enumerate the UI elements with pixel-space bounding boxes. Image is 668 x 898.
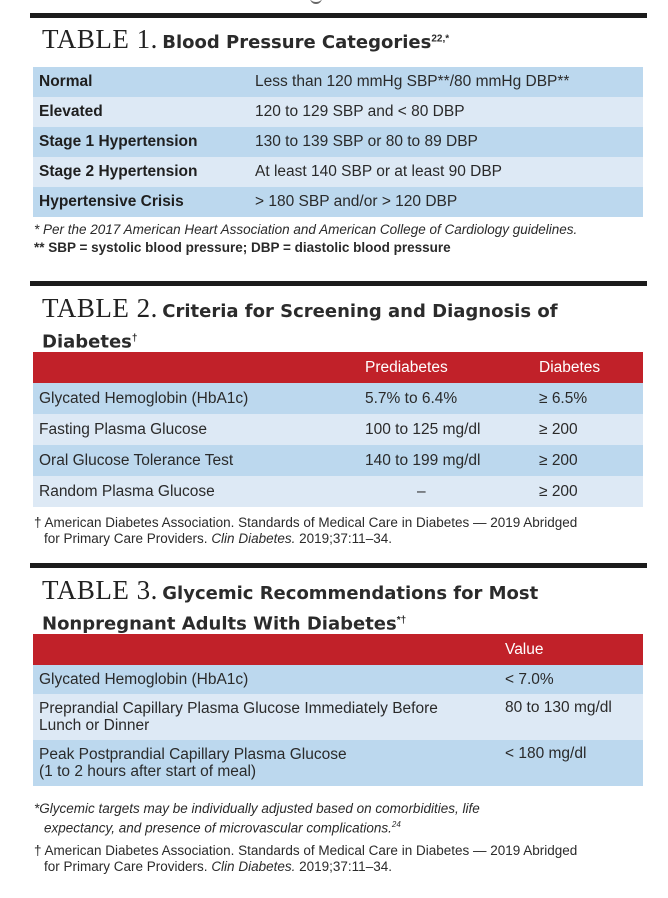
table3-label: TABLE 3. (42, 575, 158, 605)
bp-criteria: 130 to 139 SBP or 80 to 89 DBP (249, 127, 643, 157)
bp-category: Normal (33, 67, 249, 97)
table3-footnote-2: † American Diabetes Association. Standards of Medical Care in Diabetes — 2019 Abridged for Primary Care Providers. Clin Diabetes. 2019;37:11–34. (34, 843, 578, 874)
table2-title-line1: Criteria for Screening and Diagnosis of (162, 301, 558, 322)
glycemic-recommendations-table (33, 634, 643, 786)
table1-footnote-1: * Per the 2017 American Heart Association and American College of Cardiology guidelines. (34, 222, 578, 237)
table1-top-rule (30, 13, 647, 18)
table2-footnote-line1: † American Diabetes Association. Standards of Medical Care in Diabetes — 2019 Abridged (34, 515, 578, 530)
column-header-value: Value (499, 634, 643, 665)
test-name: Oral Glucose Tolerance Test (33, 445, 359, 476)
table2-footnote-line2: for Primary Care Providers. Clin Diabetes. 2019;37:11–34. (44, 531, 392, 546)
diabetes-value: ≥ 200 (533, 476, 643, 507)
table-row (33, 187, 643, 217)
test-name: Fasting Plasma Glucose (33, 414, 359, 445)
table-row (33, 127, 643, 157)
test-name: Random Plasma Glucose (33, 476, 359, 507)
table-row (33, 740, 643, 786)
table1-label: TABLE 1. (42, 24, 158, 54)
prediabetes-value: – (359, 476, 533, 507)
column-header (33, 634, 499, 665)
bp-category: Hypertensive Crisis (33, 187, 249, 217)
column-header-diabetes: Diabetes (533, 352, 643, 383)
table3-footnote-1: *Glycemic targets may be individually adjusted based on comorbidities, life expectancy, and presence of microvascular complications.$^{24}$ (34, 801, 480, 836)
bp-criteria: Less than 120 mmHg SBP**/80 mmHg DBP** (249, 67, 643, 97)
diabetes-value: ≥ 200 (533, 445, 643, 476)
table1-footnote-2: ** SBP = systolic blood pressure; DBP = diastolic blood pressure (34, 240, 451, 255)
prediabetes-value: 5.7% to 6.4% (359, 383, 533, 414)
table3-title-line2: Nonpregnant Adults With Diabetes (42, 613, 397, 635)
recommendation-value: 80 to 130 mg/dl (499, 694, 643, 740)
bp-category: Stage 2 Hypertension (33, 157, 249, 187)
table2-top-rule (30, 281, 647, 286)
table2-title (42, 295, 642, 356)
table-row (33, 414, 643, 445)
table-row (33, 445, 643, 476)
column-header-prediabetes: Prediabetes (359, 352, 533, 383)
table-header-row (33, 352, 643, 383)
table3-title (42, 577, 642, 638)
bp-category: Stage 1 Hypertension (33, 127, 249, 157)
table-row (33, 97, 643, 127)
diabetes-value: ≥ 200 (533, 414, 643, 445)
table2-label: TABLE 2. (42, 293, 158, 323)
table-row (33, 383, 643, 414)
recommendation-item: Preprandial Capillary Plasma Glucose Immediately Before Lunch or Dinner (33, 694, 499, 740)
diabetes-criteria-table (33, 352, 643, 507)
bp-criteria: At least 140 SBP or at least 90 DBP (249, 157, 643, 187)
table3-title-line1: Glycemic Recommendations for Most (162, 583, 539, 604)
cropped-text-fragment (310, 0, 322, 4)
table2-footnote (34, 515, 644, 547)
table-row (33, 157, 643, 187)
table-row (33, 476, 643, 507)
recommendation-value: < 7.0% (499, 665, 643, 694)
table-header-row (33, 634, 643, 665)
bp-category: Elevated (33, 97, 249, 127)
recommendation-item: Peak Postprandial Capillary Plasma Glucose (1 to 2 hours after start of meal) (33, 740, 499, 786)
table-row (33, 665, 643, 694)
table1-title-text: Blood Pressure Categories (162, 32, 432, 53)
bp-criteria: 120 to 129 SBP and < 80 DBP (249, 97, 643, 127)
table-row (33, 67, 643, 97)
recommendation-value: < 180 mg/dl (499, 740, 643, 786)
column-header (33, 352, 359, 383)
recommendation-item: Glycated Hemoglobin (HbA1c) (33, 665, 499, 694)
table-row (33, 694, 643, 740)
table3-title-superscript: *† (396, 615, 407, 626)
table3-top-rule (30, 563, 647, 568)
table1-title (42, 26, 642, 57)
prediabetes-value: 100 to 125 mg/dl (359, 414, 533, 445)
table2-title-superscript: † (131, 333, 138, 344)
prediabetes-value: 140 to 199 mg/dl (359, 445, 533, 476)
table1-title-superscript: 22,* (431, 33, 450, 45)
diabetes-value: ≥ 6.5% (533, 383, 643, 414)
table2-title-line2: Diabetes (42, 331, 132, 353)
test-name: Glycated Hemoglobin (HbA1c) (33, 383, 359, 414)
blood-pressure-table (33, 67, 643, 217)
bp-criteria: > 180 SBP and/or > 120 DBP (249, 187, 643, 217)
